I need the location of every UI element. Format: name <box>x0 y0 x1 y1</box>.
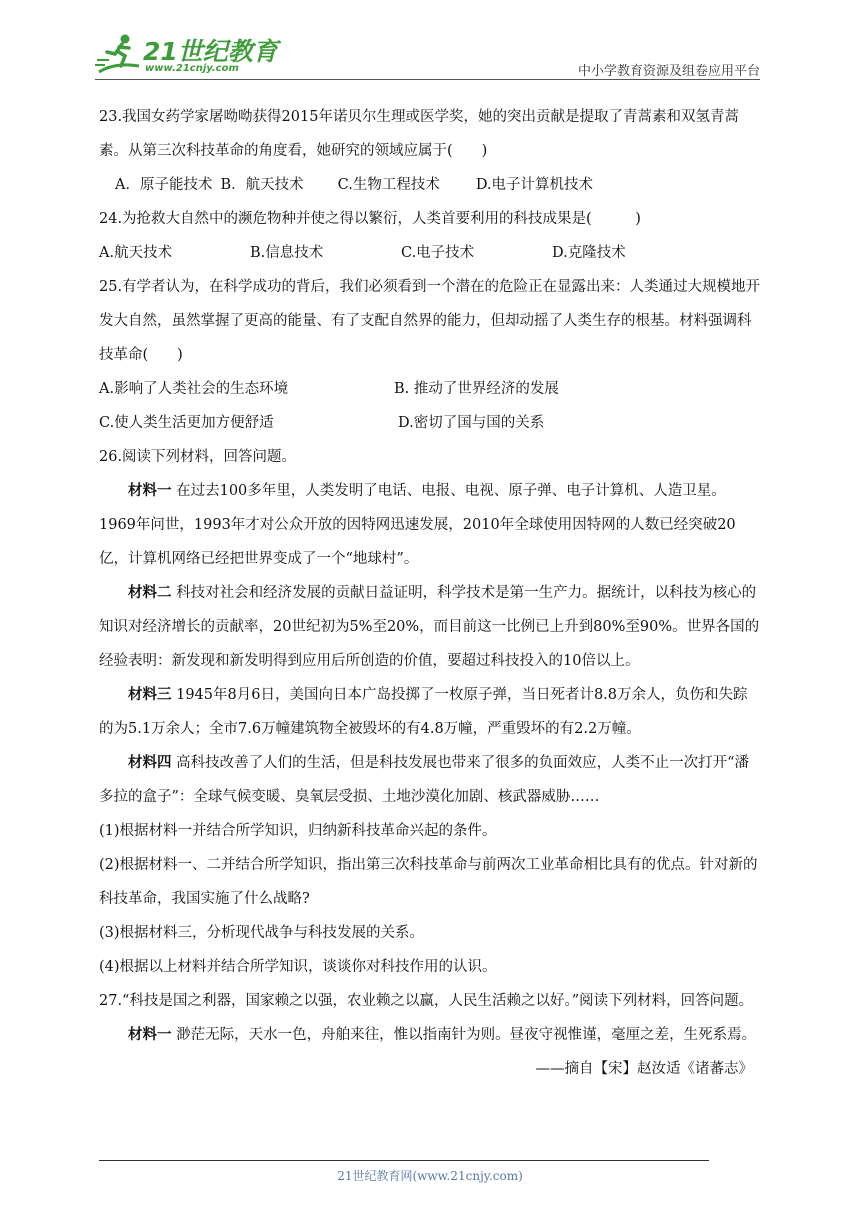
q25-option-d: D.密切了国与国的关系 <box>398 415 545 431</box>
material-label: 材料二 <box>128 584 172 601</box>
q24-option-d: D.克隆技术 <box>552 245 626 261</box>
material-text: 高科技改善了人们的生活，但是科技发展也带来了很多的负面效应，人类不止一次打开“潘多拉的盒子”：全球气候变暖、臭氧层受损、土地沙漠化加剧、核武器威胁…… <box>99 755 750 805</box>
q27-material-1 <box>99 1018 761 1052</box>
logo-text: 21世纪教育 <box>143 37 278 66</box>
material-label: 材料一 <box>128 1026 172 1043</box>
question-25-options-row1 <box>99 372 761 406</box>
logo-url: www.21cnjy.com <box>145 63 239 74</box>
q25-option-a: A.影响了人类社会的生态环境 <box>99 381 289 397</box>
material-label: 材料四 <box>128 754 172 771</box>
q26-subquestion-3: (3)根据材料三，分析现代战争与科技发展的关系。 <box>99 925 425 941</box>
q23-option-b: B．航天技术 <box>220 177 304 193</box>
q26-subquestion-2: (2)根据材料一、二并结合所学知识，指出第三次科技革命与前两次工业革命相比具有的优点。针对新的科技革命，我国实施了什么战略? <box>99 857 758 907</box>
q24-option-a: A.航天技术 <box>99 245 173 261</box>
footer-divider <box>99 1160 709 1161</box>
q25-option-c: C.使人类生活更加方便舒适 <box>99 415 274 431</box>
q24-option-c: C.电子技术 <box>401 245 475 261</box>
platform-name: 中小学教育资源及组卷应用平台 <box>577 64 760 79</box>
material-text: 1945年8月6日，美国向日本广岛投掷了一枚原子弹，当日死者计8.8万余人，负伤和失踪的为5.1万余人；全市7.6万幢建筑物全被毁坏的有4.8万幢，严重毁坏的有2.2万幢。 <box>99 687 748 737</box>
q26-subquestion-1: (1)根据材料一并结合所学知识，归纳新科技革命兴起的条件。 <box>99 823 497 839</box>
document-body <box>99 100 761 1086</box>
question-25-stem: 25.有学者认为，在科学成功的背后，我们必须看到一个潜在的危险正在显露出来：人类通过大规模地开发大自然，虽然掌握了更高的能量、有了支配自然界的能力，但却动摇了人类生存的根基。材料强调科技革命( ) <box>99 279 761 363</box>
q26-subquestion-4: (4)根据以上材料并结合所学知识，谈谈你对科技作用的认识。 <box>99 959 497 975</box>
q27-material-source: ——摘自【宋】赵汝适《诸蕃志》 <box>535 1061 753 1077</box>
runner-logo-icon <box>95 32 143 76</box>
q23-option-c: C.生物工程技术 <box>337 177 440 193</box>
header-divider <box>95 79 760 80</box>
q26-material-4 <box>99 746 761 814</box>
question-23-stem: 23.我国女药学家屠呦呦获得2015年诺贝尔生理或医学奖，她的突出贡献是提取了青蒿素和双氢青蒿素。从第三次科技革命的角度看，她研究的领域应属于( ) <box>99 109 739 159</box>
material-text: 科技对社会和经济发展的贡献日益证明，科学技术是第一生产力。据统计，以科技为核心的知识对经济增长的贡献率，20世纪初为5%至20%，而目前这一比例已上升到80%至90%。世界各国的经验表明：新发现和新发明得到应用后所创造的价值，要超过科技投入的10倍以上。 <box>99 585 760 669</box>
q23-option-a: A．原子能技术 <box>115 177 213 193</box>
question-25-options-row2 <box>99 406 761 440</box>
q26-material-2 <box>99 576 761 678</box>
material-label: 材料三 <box>128 686 172 703</box>
question-27-stem: 27.“科技是国之利器，国家赖之以强，农业赖之以赢，人民生活赖之以好。”阅读下列材料，回答问题。 <box>99 993 754 1009</box>
q26-material-1 <box>99 474 761 576</box>
page-footer: 21世纪教育网(www.21cnjy.com) <box>337 1169 523 1183</box>
question-23-options <box>99 168 761 202</box>
material-text: 渺茫无际，天水一色，舟舶来往，惟以指南针为则。昼夜守视惟谨，毫厘之差，生死系焉。 <box>171 1027 757 1043</box>
question-26-stem: 26.阅读下列材料，回答问题。 <box>99 449 297 465</box>
q24-option-b: B.信息技术 <box>250 245 324 261</box>
material-label: 材料一 <box>128 482 172 499</box>
q23-option-d: D.电子计算机技术 <box>475 177 594 193</box>
q26-material-3 <box>99 678 761 746</box>
q25-option-b: B. 推动了世界经济的发展 <box>394 381 559 397</box>
logo <box>95 32 285 78</box>
question-24-stem: 24.为抢救大自然中的濒危物种并使之得以繁衍，人类首要利用的科技成果是( ) <box>99 211 641 227</box>
question-24-options <box>99 236 761 270</box>
material-text: 在过去100多年里，人类发明了电话、电报、电视、原子弹、电子计算机、人造卫星。1969年问世，1993年才对公众开放的因特网迅速发展，2010年全球使用因特网的人数已经突破20亿，计算机网络已经把世界变成了一个“地球村”。 <box>99 483 736 567</box>
page-header <box>95 30 760 80</box>
